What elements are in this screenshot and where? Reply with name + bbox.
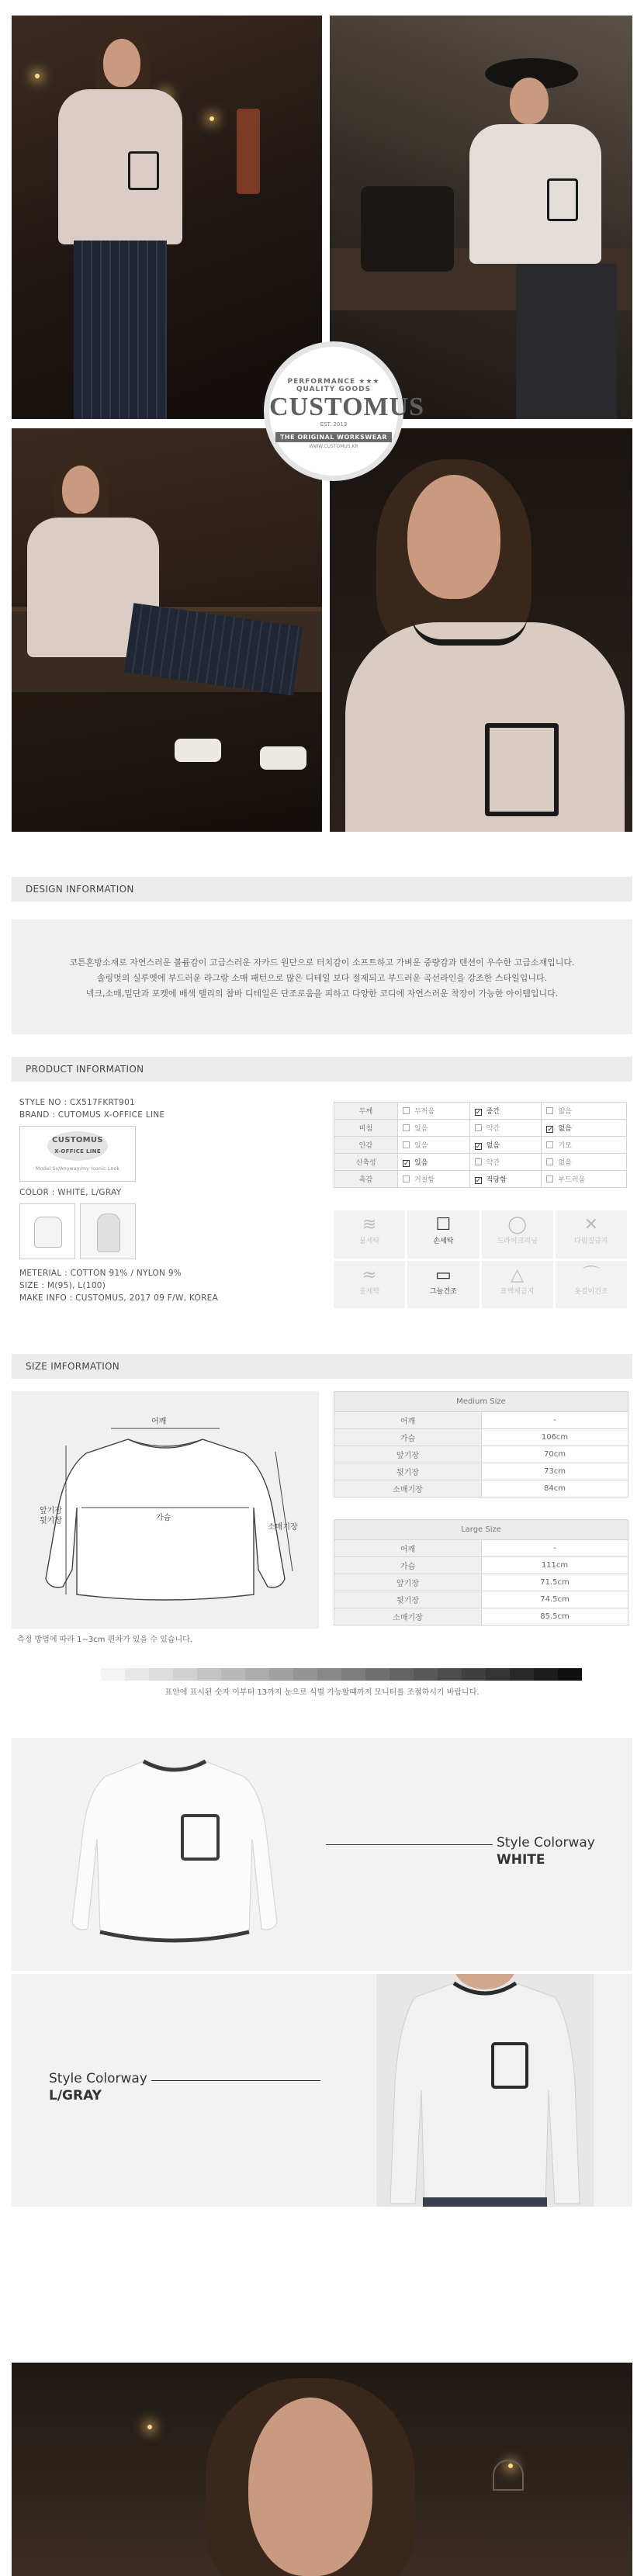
- attribute-option: [398, 1103, 470, 1120]
- color-line: COLOR : WHITE, L/GRAY: [19, 1188, 122, 1197]
- size-measure-label: 가슴: [334, 1429, 482, 1446]
- option-label: 있음: [414, 1159, 428, 1167]
- gray-step: [101, 1668, 125, 1681]
- option-label: 없음: [558, 1125, 572, 1133]
- attribute-label: 신축성: [334, 1154, 398, 1171]
- gray-step: [317, 1668, 341, 1681]
- colorway-lgray: [12, 1974, 632, 2207]
- design-description: [12, 919, 632, 1034]
- option-label: 약간: [486, 1159, 500, 1167]
- checkbox-icon: [546, 1107, 553, 1114]
- sweater-pocket: [485, 723, 559, 816]
- sweater-pocket: [128, 151, 159, 190]
- care-item: [556, 1210, 627, 1259]
- option-label: 없음: [558, 1159, 572, 1167]
- lookbook-photo-4: [330, 428, 632, 832]
- checkbox-checked-icon: ✓: [403, 1160, 410, 1168]
- sweater-pocket: [547, 178, 578, 221]
- logo-est: EST. 2013: [320, 421, 348, 428]
- gray-step: [438, 1668, 462, 1681]
- model-face: [62, 466, 99, 514]
- checkbox-icon: [403, 1141, 410, 1148]
- care-label: 표백제금지: [500, 1287, 535, 1296]
- option-label: 거칠함: [414, 1176, 435, 1184]
- size-row: [334, 1429, 628, 1446]
- model-face: [407, 475, 500, 599]
- size-row: [334, 1446, 628, 1463]
- attribute-option: [542, 1103, 627, 1120]
- option-label: 없음: [486, 1142, 500, 1150]
- size-measure-value: 71.5cm: [482, 1574, 628, 1591]
- gray-step: [365, 1668, 390, 1681]
- hanger-dry-icon: ⌒: [582, 1265, 600, 1285]
- lamp-light: [147, 2425, 152, 2429]
- size-measure-value: 111cm: [482, 1557, 628, 1574]
- care-label: 그늘건조: [429, 1287, 457, 1296]
- colorway-white: [12, 1738, 632, 1971]
- attribute-label: 비침: [334, 1120, 398, 1137]
- size-row: [334, 1540, 628, 1557]
- option-label: 얇음: [558, 1108, 572, 1116]
- label-sleeve: 소매기장: [268, 1523, 298, 1532]
- gray-step: [486, 1668, 510, 1681]
- size-row: [334, 1591, 628, 1608]
- checkbox-icon: [546, 1175, 553, 1182]
- size-measure-value: 85.5cm: [482, 1608, 628, 1626]
- attribute-option: [542, 1120, 627, 1137]
- monitor-gray-scale: [101, 1668, 582, 1681]
- lookbook-photo-1: [12, 16, 322, 419]
- gray-step: [245, 1668, 269, 1681]
- sneaker: [175, 739, 221, 762]
- brand-logo: [264, 341, 425, 481]
- size-measure-value: 73cm: [482, 1463, 628, 1480]
- attribute-row: [334, 1171, 627, 1188]
- model-face: [103, 39, 140, 87]
- brand-card-logo: [47, 1131, 108, 1161]
- gray-step: [534, 1668, 558, 1681]
- brand-card-sub: X-OFFICE LINE: [54, 1148, 101, 1155]
- leather-bag: [361, 186, 454, 272]
- lookbook-photo-5: [12, 2363, 632, 2576]
- gray-step: [414, 1668, 438, 1681]
- checkbox-checked-icon: ✓: [475, 1143, 482, 1151]
- size-line: SIZE : M(95), L(100): [19, 1281, 106, 1290]
- size-table-title: Large Size: [334, 1520, 628, 1540]
- brand-card-name: CUSTOMUS: [52, 1136, 103, 1144]
- care-label: 물세탁: [359, 1238, 380, 1245]
- swatch-white[interactable]: [19, 1203, 75, 1259]
- gray-step: [197, 1668, 221, 1681]
- attribute-row: [334, 1120, 627, 1137]
- model-sweater: [58, 89, 182, 244]
- product-info-header: PRODUCT INFORMATION: [12, 1057, 632, 1082]
- care-item: [407, 1261, 479, 1309]
- shade-dry-icon: ▭: [435, 1265, 452, 1285]
- attribute-option: [469, 1120, 542, 1137]
- logo-wordmark: CUSTOMUS: [269, 393, 425, 421]
- lgray-sweater-image: [376, 1974, 594, 2207]
- size-measure-label: 어깨: [334, 1412, 482, 1429]
- colorway-name: WHITE: [497, 1852, 545, 1868]
- size-measure-label: 앞기장: [334, 1574, 482, 1591]
- white-sweater-image: [58, 1738, 291, 1971]
- option-label: 약간: [486, 1125, 500, 1133]
- care-label: 다림질금지: [574, 1238, 608, 1245]
- checkbox-checked-icon: ✓: [547, 1126, 554, 1134]
- style-no: STYLE NO : CX517FKRT901: [19, 1098, 136, 1107]
- size-row: [334, 1574, 628, 1591]
- attribute-option: [542, 1137, 627, 1154]
- description-line: 넥크,소매,밑단과 포켓에 배색 텔리의 참바 디테일은 단조로움을 피하고 다양한 코디에 자연스러운 착장이 가능한 아이템입니다.: [85, 989, 559, 999]
- size-measure-label: 소매기장: [334, 1480, 482, 1497]
- option-label: 두꺼움: [414, 1108, 435, 1116]
- attribute-row: [334, 1103, 627, 1120]
- brand-card-text: Model Ss/Anyway/my Iconic Look: [35, 1166, 120, 1172]
- wool-wash-icon: ≈: [362, 1265, 377, 1285]
- option-label: 적당함: [486, 1176, 507, 1184]
- care-item: [556, 1261, 627, 1309]
- model-face: [248, 2398, 372, 2576]
- size-row: [334, 1608, 628, 1626]
- size-measure-label: 어깨: [334, 1540, 482, 1557]
- logo-tagline: THE ORIGINAL WORKSWEAR: [275, 432, 392, 442]
- attribute-option: [469, 1137, 542, 1154]
- gray-step: [173, 1668, 197, 1681]
- size-table-large: [334, 1519, 628, 1626]
- gray-step: [125, 1668, 149, 1681]
- checkbox-icon: [475, 1158, 482, 1165]
- checkbox-icon: [546, 1158, 553, 1165]
- gray-scale-note: 표안에 표시된 숫자 이부터 13까지 눈으로 식별 가능할때까지 모니터를 조절하시기 바랍니다.: [164, 1688, 480, 1697]
- gray-step: [149, 1668, 173, 1681]
- size-row: [334, 1557, 628, 1574]
- size-measure-label: 소매기장: [334, 1608, 482, 1626]
- design-info-header: DESIGN INFORMATION: [12, 877, 632, 902]
- lookbook-photo-3: [12, 428, 322, 832]
- fabric-attributes-table: [334, 1102, 627, 1188]
- lamp-light: [35, 74, 40, 78]
- gray-step: [510, 1668, 534, 1681]
- checkbox-icon: [403, 1124, 410, 1131]
- care-label: 울세탁: [359, 1287, 380, 1296]
- attribute-option: [398, 1120, 470, 1137]
- color-swatches: [19, 1203, 314, 1259]
- dry-clean-icon: ◯: [507, 1215, 527, 1234]
- checkbox-icon: [403, 1107, 410, 1114]
- attribute-option: [469, 1154, 542, 1171]
- colorway-name: L/GRAY: [49, 2088, 102, 2103]
- brand-card: [19, 1126, 136, 1182]
- attribute-label: 두께: [334, 1103, 398, 1120]
- attribute-row: [334, 1137, 627, 1154]
- checkbox-icon: [403, 1175, 410, 1182]
- size-row: [334, 1412, 628, 1429]
- model-face: [510, 78, 549, 124]
- care-item: [334, 1210, 405, 1259]
- product-spec: [19, 1096, 314, 1304]
- colorway-title: Style Colorway: [49, 2071, 147, 2086]
- model-trousers: [74, 241, 167, 419]
- option-label: 있음: [414, 1142, 428, 1150]
- size-measure-value: 70cm: [482, 1446, 628, 1463]
- swatch-lgray[interactable]: [80, 1203, 136, 1259]
- attribute-label: 안감: [334, 1137, 398, 1154]
- gray-step: [462, 1668, 486, 1681]
- size-measure-value: 84cm: [482, 1480, 628, 1497]
- gray-step: [390, 1668, 414, 1681]
- attribute-option: [398, 1171, 470, 1188]
- logo-url: WWW.CUSTOMUS.KR: [309, 444, 358, 449]
- logo-top-text: PERFORMANCE ★★★ QUALITY GOODS: [287, 378, 380, 393]
- option-label: 있음: [414, 1125, 428, 1133]
- size-row: [334, 1480, 628, 1497]
- attribute-option: [469, 1171, 542, 1188]
- attribute-option: [542, 1171, 627, 1188]
- size-table-medium: [334, 1391, 628, 1497]
- washing-icon: ≋: [362, 1215, 377, 1234]
- brand-line: BRAND : CUTOMUS X-OFFICE LINE: [19, 1110, 165, 1120]
- care-item: [334, 1261, 405, 1309]
- attribute-option: [542, 1154, 627, 1171]
- attribute-row: [334, 1154, 627, 1171]
- size-info-header: SIZE IMFORMATION: [12, 1354, 632, 1379]
- vintage-phone: [237, 109, 260, 194]
- size-measure-value: -: [482, 1412, 628, 1429]
- make-line: MAKE INFO : CUSTOMUS, 2017 09 F/W, KOREA: [19, 1293, 219, 1303]
- attribute-label: 촉감: [334, 1171, 398, 1188]
- gray-step: [341, 1668, 365, 1681]
- gray-step: [221, 1668, 245, 1681]
- label-chest: 가슴: [156, 1514, 171, 1522]
- hand-wash-icon: ☐: [435, 1215, 452, 1234]
- lamp-light: [209, 116, 214, 121]
- sneaker: [260, 746, 306, 770]
- care-item: [407, 1210, 479, 1259]
- hero-lookbook: [12, 16, 632, 832]
- size-measure-value: 74.5cm: [482, 1591, 628, 1608]
- no-bleach-icon: △: [511, 1265, 525, 1285]
- model-trousers: [516, 264, 617, 419]
- label-length: 앞기장 뒷기장: [40, 1507, 62, 1525]
- gray-step: [293, 1668, 317, 1681]
- gray-step: [269, 1668, 293, 1681]
- care-label: 옷걸이건조: [574, 1287, 608, 1296]
- checkbox-icon: [546, 1141, 553, 1148]
- label-shoulder: 어깨: [151, 1418, 167, 1426]
- size-measure-label: 앞기장: [334, 1446, 482, 1463]
- checkbox-checked-icon: ✓: [475, 1177, 482, 1185]
- attribute-option: [469, 1103, 542, 1120]
- option-label: 중간: [486, 1108, 500, 1116]
- size-measure-label: 뒷기장: [334, 1463, 482, 1480]
- care-instructions: [334, 1210, 627, 1308]
- size-measure-label: 뒷기장: [334, 1591, 482, 1608]
- size-measure-label: 가슴: [334, 1557, 482, 1574]
- checkbox-icon: [475, 1124, 482, 1131]
- care-item: [482, 1210, 553, 1259]
- colorway-title: Style Colorway: [497, 1835, 595, 1851]
- option-label: 기모: [558, 1142, 572, 1150]
- colorway-label: [49, 2070, 147, 2104]
- attribute-option: [398, 1137, 470, 1154]
- colorway-line: [326, 1844, 493, 1845]
- size-row: [334, 1463, 628, 1480]
- description-line: 코튼혼방소재로 자연스러운 볼륨감이 고급스러운 자카드 원단으로 터치감이 소프트하고 가벼운 중량감과 텐션이 우수한 고급소재입니다.: [69, 957, 575, 968]
- material-line: METERIAL : COTTON 91% / NYLON 9%: [19, 1269, 182, 1278]
- measurement-note: 측정 방법에 따라 1~3cm 편차가 있을 수 있습니다.: [17, 1636, 192, 1644]
- colorway-line: [151, 2080, 320, 2081]
- care-item: [482, 1261, 553, 1309]
- care-label: 드라이크리닝: [497, 1238, 538, 1245]
- description-line: 솔링멋의 실루엣에 부드러운 라그랑 소매 패턴으로 많은 디테일 보다 절제되고 부드러운 곡선라인을 강조한 스타일입니다.: [96, 973, 548, 983]
- size-measure-value: 106cm: [482, 1429, 628, 1446]
- gray-step: [558, 1668, 582, 1681]
- hanging-lamp: [493, 2460, 524, 2491]
- size-diagram: [12, 1391, 319, 1629]
- option-label: 부드러움: [558, 1176, 586, 1184]
- model-sweater: [469, 124, 601, 264]
- attribute-option: [398, 1154, 470, 1171]
- care-label: 손세탁: [433, 1238, 454, 1245]
- size-table-title: Medium Size: [334, 1392, 628, 1412]
- sweater-collar-trim: [411, 615, 528, 646]
- checkbox-checked-icon: ✓: [475, 1109, 482, 1117]
- colorway-label: [497, 1834, 595, 1868]
- size-measure-value: -: [482, 1540, 628, 1557]
- no-iron-icon: ✕: [583, 1215, 599, 1234]
